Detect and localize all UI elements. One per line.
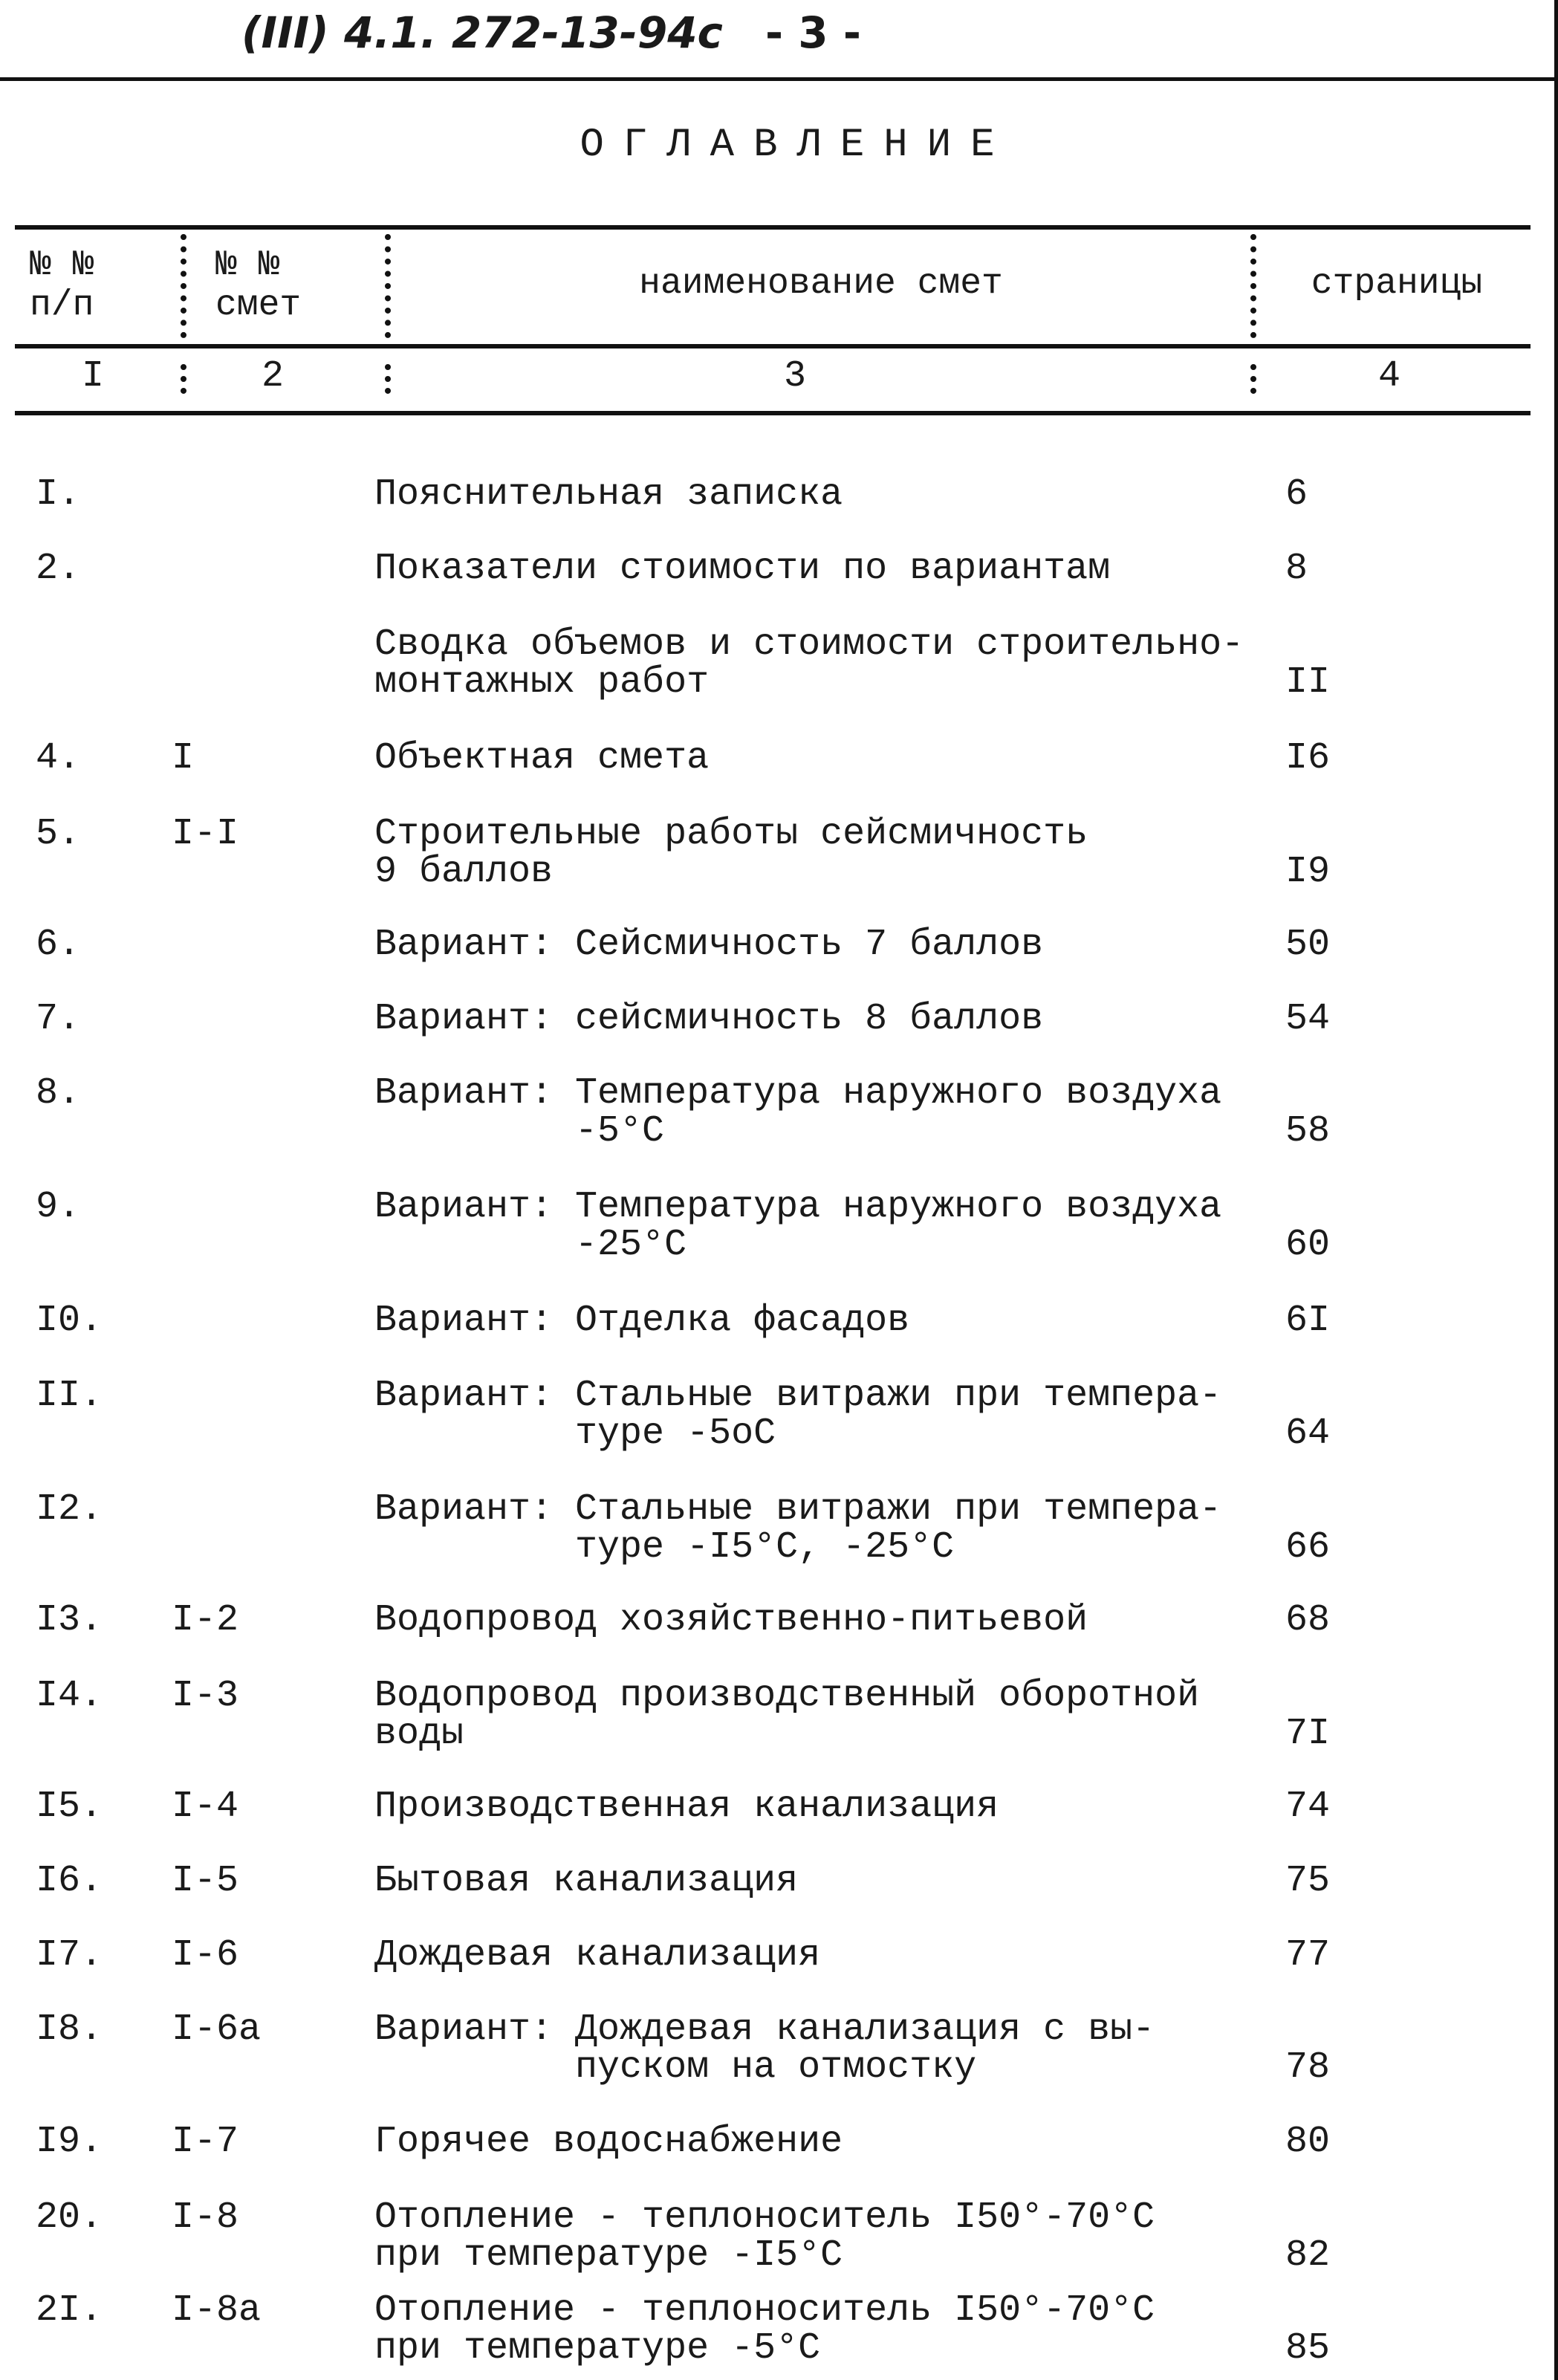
- page-ref: 77: [1285, 1934, 1331, 1977]
- page-ref: 54: [1285, 998, 1331, 1040]
- smeta-name-line: Дождевая канализация: [374, 1934, 821, 1977]
- row-number: I9.: [36, 2121, 103, 2163]
- page-ref: 8: [1285, 548, 1308, 590]
- toc-row: [0, 926, 1558, 964]
- smeta-name-line: туре -5оС: [374, 1413, 776, 1455]
- row-number: 8.: [36, 1072, 81, 1115]
- smeta-name: [374, 1788, 1266, 1826]
- col-separator: [181, 234, 186, 338]
- smeta-name-line: Производственная канализация: [374, 1786, 999, 1828]
- smeta-name: [374, 1188, 1266, 1264]
- smeta-name-line: Пояснительная записка: [374, 473, 843, 516]
- page-ref: 82: [1285, 2234, 1331, 2277]
- smeta-name: [374, 926, 1266, 964]
- smeta-name: [374, 1488, 1266, 1569]
- smeta-name: [374, 550, 1266, 588]
- page-ref: 66: [1285, 1526, 1331, 1569]
- toc-row: [0, 1862, 1558, 1900]
- row-number: 7.: [36, 998, 81, 1040]
- smeta-name-line: Вариант: сейсмичность 8 баллов: [374, 998, 1044, 1040]
- row-number: I7.: [36, 1934, 103, 1977]
- row-number: I0.: [36, 1300, 103, 1342]
- smeta-name-line: Вариант: Стальные витражи при темпера-: [374, 1375, 1222, 1417]
- row-number: 4.: [36, 737, 81, 779]
- smeta-name-line: Водопровод производственный оборотной: [374, 1675, 1200, 1717]
- smeta-name-line: пуском на отмостку: [374, 2046, 977, 2089]
- row-number: 5.: [36, 813, 81, 855]
- toc-row: [0, 1488, 1558, 1569]
- toc-row: [0, 2008, 1558, 2089]
- toc-row: [0, 2123, 1558, 2161]
- smeta-name-line: Горячее водоснабжение: [374, 2121, 843, 2163]
- toc-row: [0, 1677, 1558, 1753]
- row-number: I8.: [36, 2008, 103, 2051]
- smeta-number: I-2: [172, 1599, 239, 1641]
- smeta-number: I-3: [172, 1675, 239, 1717]
- page-ref: 64: [1285, 1413, 1331, 1455]
- page-ref: 68: [1285, 1599, 1331, 1641]
- page-ref: 58: [1285, 1110, 1331, 1152]
- col-separator: [385, 234, 391, 338]
- smeta-name-line: -5°C: [374, 1110, 665, 1152]
- row-number: 20.: [36, 2196, 103, 2239]
- col-header-smeta: № № смет: [215, 245, 302, 325]
- toc-row: [0, 623, 1558, 704]
- page-ref: 60: [1285, 1224, 1331, 1266]
- toc-row: [0, 1000, 1558, 1038]
- table-top-rule: [15, 225, 1531, 230]
- row-number: I5.: [36, 1786, 103, 1828]
- smeta-name-line: Вариант: Отделка фасадов: [374, 1300, 910, 1342]
- smeta-number: I-8: [172, 2196, 239, 2239]
- page-ref: 6: [1285, 473, 1308, 516]
- row-number: 9.: [36, 1186, 81, 1228]
- row-number: I4.: [36, 1675, 103, 1717]
- smeta-name: [374, 2289, 1266, 2370]
- col-header-num: № № п/п: [30, 245, 94, 325]
- smeta-name-line: -25°C: [374, 1224, 687, 1266]
- page-title: ОГЛАВЛЕНИЕ: [580, 123, 1014, 168]
- col-separator: [385, 364, 391, 394]
- col-header-pages: страницы: [1311, 264, 1483, 304]
- col-number-1: I: [82, 355, 105, 398]
- smeta-name: [374, 1000, 1266, 1038]
- page-ref: 78: [1285, 2046, 1331, 2089]
- row-number: 2I.: [36, 2289, 103, 2332]
- smeta-name-line: Бытовая канализация: [374, 1860, 799, 1902]
- page-ref: I9: [1285, 851, 1331, 893]
- toc-row: [0, 815, 1558, 891]
- smeta-name: [374, 1677, 1266, 1753]
- smeta-name-line: воды: [374, 1713, 464, 1755]
- page-ref: 50: [1285, 924, 1331, 966]
- smeta-name-line: при температуре -5°C: [374, 2327, 821, 2370]
- smeta-name: [374, 473, 1266, 516]
- smeta-name: [374, 815, 1266, 891]
- col-separator: [181, 364, 186, 394]
- smeta-name: [374, 2196, 1266, 2277]
- col-number-4: 4: [1378, 355, 1401, 398]
- smeta-number: I: [172, 737, 195, 779]
- smeta-name-line: Показатели стоимости по вариантам: [374, 548, 1111, 590]
- smeta-name-line: Объектная смета: [374, 737, 710, 779]
- smeta-name-line: Строительные работы сейсмичность: [374, 813, 1088, 855]
- smeta-number: I-5: [172, 1860, 239, 1902]
- smeta-number: I-7: [172, 2121, 239, 2163]
- smeta-name-line: Вариант: Дождевая канализация с вы-: [374, 2008, 1155, 2051]
- page-ref: 80: [1285, 2121, 1331, 2163]
- table-header-rule: [15, 344, 1531, 348]
- smeta-name-line: Отопление - теплоноситель I50°-70°C: [374, 2289, 1155, 2332]
- toc-row: [0, 739, 1558, 777]
- smeta-name: [374, 1074, 1266, 1150]
- toc-row: [0, 1302, 1558, 1340]
- smeta-number: I-I: [172, 813, 239, 855]
- toc-row: [0, 1788, 1558, 1826]
- col-number-2: 2: [262, 355, 285, 398]
- row-number: II.: [36, 1375, 103, 1417]
- smeta-name-line: Вариант: Температура наружного воздуха: [374, 1186, 1222, 1228]
- smeta-name-line: туре -I5°C, -25°C: [374, 1526, 955, 1569]
- page-number: - 3 -: [765, 7, 861, 58]
- smeta-name: [374, 1377, 1266, 1453]
- toc-row: [0, 1601, 1558, 1639]
- smeta-number: I-6а: [172, 2008, 262, 2051]
- smeta-name-line: Сводка объемов и стоимости строительно-: [374, 623, 1244, 666]
- smeta-name-line: при температуре -I5°C: [374, 2234, 843, 2277]
- smeta-name: [374, 739, 1266, 777]
- smeta-name: [374, 2123, 1266, 2161]
- row-number: I6.: [36, 1860, 103, 1902]
- row-number: 2.: [36, 548, 81, 590]
- row-number: I.: [36, 473, 81, 516]
- toc-row: [0, 2196, 1558, 2277]
- smeta-number: I-8а: [172, 2289, 262, 2332]
- smeta-name-line: Вариант: Температура наружного воздуха: [374, 1072, 1222, 1115]
- smeta-name-line: 9 баллов: [374, 851, 554, 893]
- smeta-name: [374, 623, 1266, 704]
- toc-row: [0, 1074, 1558, 1150]
- page-ref: I6: [1285, 737, 1331, 779]
- smeta-name: [374, 1934, 1266, 1977]
- smeta-name-line: Вариант: Стальные витражи при темпера-: [374, 1488, 1222, 1531]
- toc-row: [0, 1377, 1558, 1453]
- page-ref: II: [1285, 661, 1331, 704]
- smeta-name-line: Отопление - теплоноситель I50°-70°C: [374, 2196, 1155, 2239]
- toc-row: [0, 473, 1558, 516]
- page-ref: 6I: [1285, 1300, 1331, 1342]
- smeta-name-line: монтажных работ: [374, 661, 710, 704]
- toc-row: [0, 2289, 1558, 2370]
- col-number-3: 3: [784, 355, 807, 398]
- header-divider: [0, 77, 1558, 81]
- toc-row: [0, 550, 1558, 588]
- smeta-number: I-6: [172, 1934, 239, 1977]
- smeta-name: [374, 2008, 1266, 2089]
- page-ref: 74: [1285, 1786, 1331, 1828]
- smeta-name-line: Вариант: Сейсмичность 7 баллов: [374, 924, 1044, 966]
- toc-row: [0, 1188, 1558, 1264]
- col-header-name: наименование смет: [639, 264, 1003, 304]
- page-ref: 75: [1285, 1860, 1331, 1902]
- table-subheader-rule: [15, 411, 1531, 415]
- row-number: I3.: [36, 1599, 103, 1641]
- document-code: (III) 4.1. 272-13-94c: [241, 7, 723, 58]
- smeta-name: [374, 1862, 1266, 1900]
- toc-row: [0, 1934, 1558, 1977]
- row-number: I2.: [36, 1488, 103, 1531]
- page-ref: 85: [1285, 2327, 1331, 2370]
- smeta-name: [374, 1302, 1266, 1340]
- smeta-name: [374, 1601, 1266, 1639]
- smeta-name-line: Водопровод хозяйственно-питьевой: [374, 1599, 1088, 1641]
- col-separator: [1250, 234, 1256, 338]
- row-number: 6.: [36, 924, 81, 966]
- smeta-number: I-4: [172, 1786, 239, 1828]
- col-separator: [1250, 364, 1256, 394]
- page-ref: 7I: [1285, 1713, 1331, 1755]
